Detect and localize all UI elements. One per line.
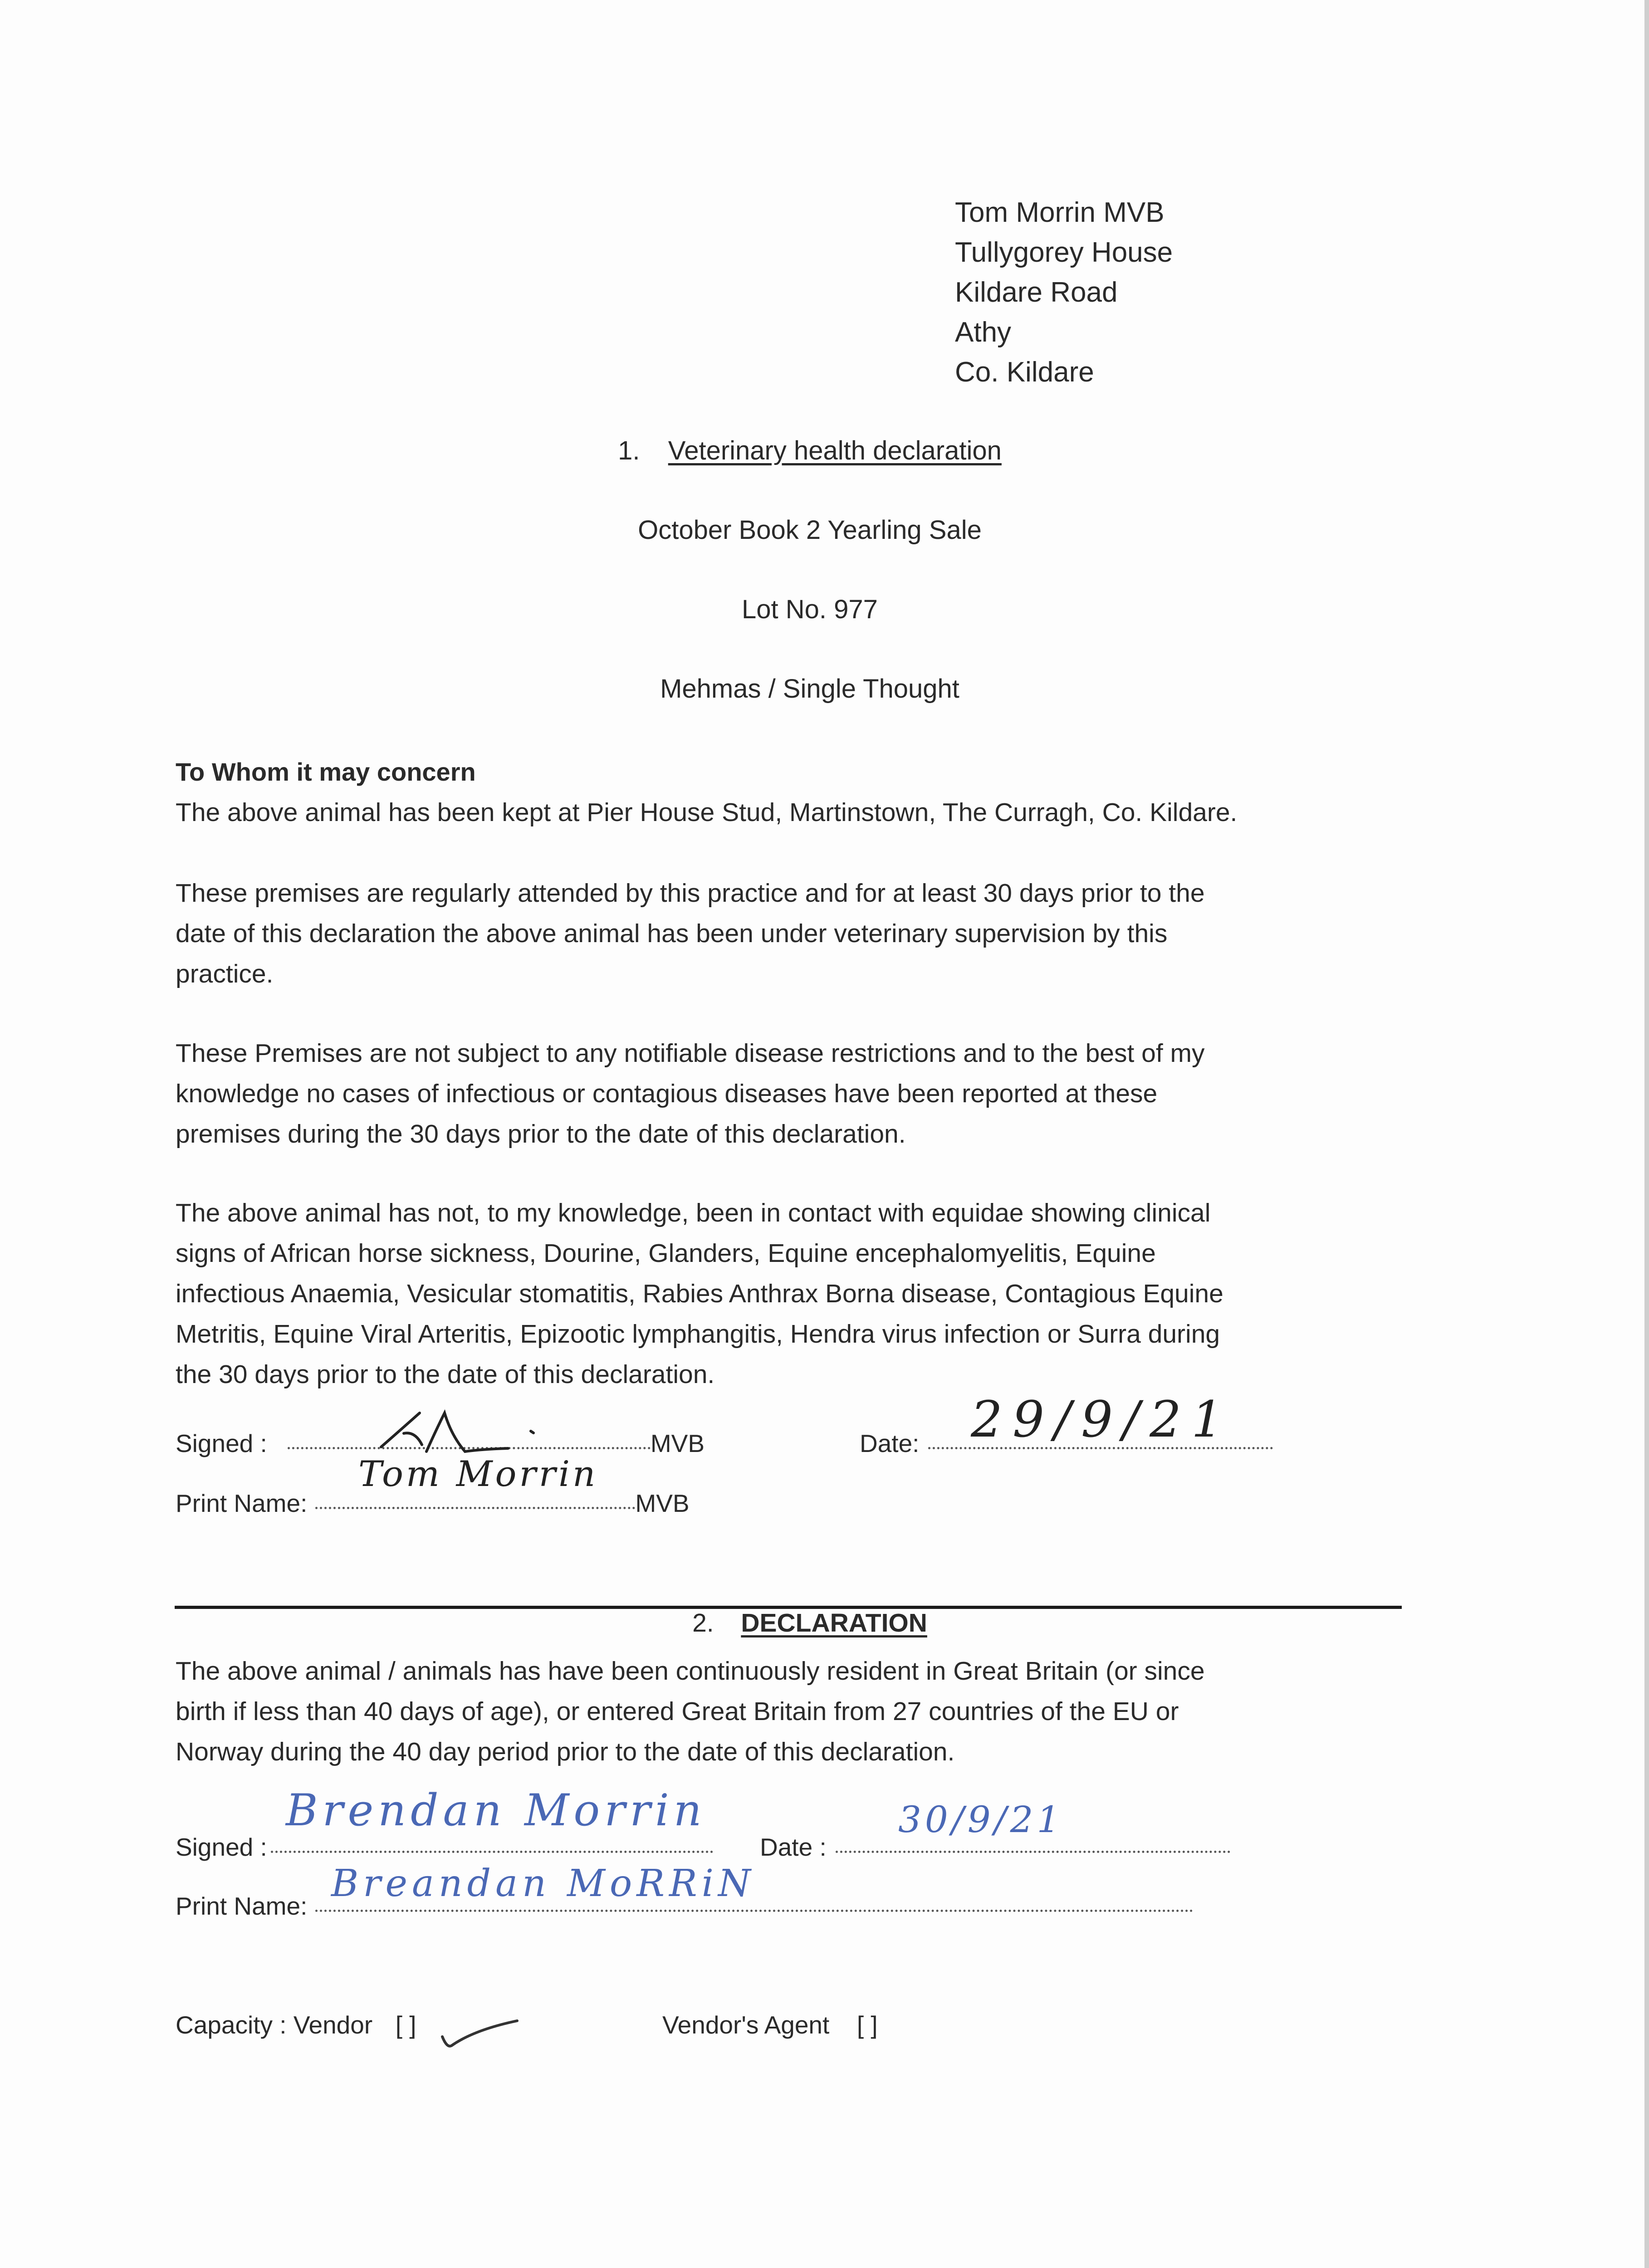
paragraph-line: date of this declaration the above animal has been under veterinary supervision by this: [176, 919, 1168, 948]
scan-edge: [1644, 0, 1649, 2268]
section2-heading: [0, 1608, 1620, 1638]
paragraph-line: The above animal has not, to my knowledge, been in contact with equidae showing clinical: [176, 1198, 1211, 1227]
paragraph-line: signs of African horse sickness, Dourine, Glanders, Equine encephalomyelitis, Equine: [176, 1239, 1156, 1268]
paragraph-line: the 30 days prior to the date of this declaration.: [176, 1360, 715, 1389]
address-line: Tom Morrin MVB: [955, 197, 1165, 228]
date-label: Date:: [860, 1429, 920, 1457]
residency-paragraph: [176, 1651, 1419, 1772]
vet-handwritten-date: 29/9/21: [971, 1390, 1233, 1448]
mvb-suffix: MVB: [635, 1489, 690, 1517]
capacity-label: Capacity :: [176, 2011, 287, 2039]
paragraph-line: These premises are regularly attended by this practice and for at least 30 days prior to the: [176, 879, 1205, 908]
sale-name: October Book 2 Yearling Sale: [638, 515, 982, 545]
print-name-label: Print Name:: [176, 1892, 308, 1920]
kept-at-statement: The above animal has been kept at Pier House Stud, Martinstown, The Curragh, Co. Kildare.: [176, 798, 1238, 827]
address-line: Kildare Road: [955, 277, 1118, 308]
capacity-row: [176, 2005, 416, 2045]
vendor-handwritten-signature: Brendan Morrin: [286, 1785, 706, 1836]
restrictions-paragraph: [176, 1033, 1419, 1154]
lot-number: Lot No. 977: [742, 595, 878, 624]
paragraph-line: practice.: [176, 959, 274, 988]
paragraph-line: premises during the 30 days prior to the date of this declaration.: [176, 1119, 906, 1149]
signed-label: Signed :: [176, 1833, 267, 1861]
signed-label: Signed :: [176, 1429, 267, 1457]
pedigree: Mehmas / Single Thought: [660, 674, 959, 704]
paragraph-line: These Premises are not subject to any notifiable disease restrictions and to the best of my: [176, 1039, 1205, 1068]
vet-address: [955, 193, 1173, 392]
paragraph-line: infectious Anaemia, Vesicular stomatitis, Rabies Anthrax Borna disease, Contagious Equine: [176, 1279, 1223, 1308]
paragraph-line: The above animal / animals has have been continuously resident in Great Britain (or since: [176, 1657, 1205, 1686]
vendor-tick-mark: [438, 2014, 528, 2055]
print-name-line: [315, 1507, 635, 1509]
vet-handwritten-name: Tom Morrin: [358, 1454, 598, 1495]
section2-title: DECLARATION: [741, 1608, 927, 1637]
address-line: Athy: [955, 317, 1012, 348]
salutation: To Whom it may concern: [176, 758, 476, 786]
address-line: Tullygorey House: [955, 237, 1173, 268]
agent-row: [662, 2005, 878, 2045]
section1-number: 1.: [618, 436, 640, 465]
agent-checkbox[interactable]: [ ]: [856, 2011, 878, 2039]
paragraph-line: birth if less than 40 days of age), or entered Great Britain from 27 countries of the EU or: [176, 1697, 1179, 1726]
date-line: [836, 1851, 1230, 1853]
paragraph-line: Metritis, Equine Viral Arteritis, Epizootic lymphangitis, Hendra virus infection or Surra during: [176, 1320, 1220, 1349]
vendor-handwritten-name: Breandan MoRRiN: [331, 1862, 755, 1905]
vendor-checkbox[interactable]: [ ]: [395, 2011, 416, 2039]
date-label: Date :: [760, 1833, 827, 1861]
vendor-handwritten-date: 30/9/21: [898, 1799, 1064, 1841]
section1-title: Veterinary health declaration: [668, 436, 1002, 465]
section2-number: 2.: [692, 1608, 714, 1637]
print-name-label: Print Name:: [176, 1489, 308, 1517]
address-line: Co. Kildare: [955, 357, 1094, 388]
signature-line: [271, 1851, 713, 1853]
agent-option-label: Vendor's Agent: [662, 2011, 830, 2039]
supervision-paragraph: [176, 873, 1419, 994]
print-name-line: [315, 1910, 1193, 1912]
section1-heading: [0, 435, 1620, 466]
mvb-suffix: MVB: [650, 1429, 705, 1457]
paragraph-line: Norway during the 40 day period prior to the date of this declaration.: [176, 1737, 955, 1766]
contact-paragraph: [176, 1193, 1419, 1395]
paragraph-line: knowledge no cases of infectious or contagious diseases have been reported at these: [176, 1079, 1158, 1108]
vendor-option-label: Vendor: [293, 2011, 373, 2039]
